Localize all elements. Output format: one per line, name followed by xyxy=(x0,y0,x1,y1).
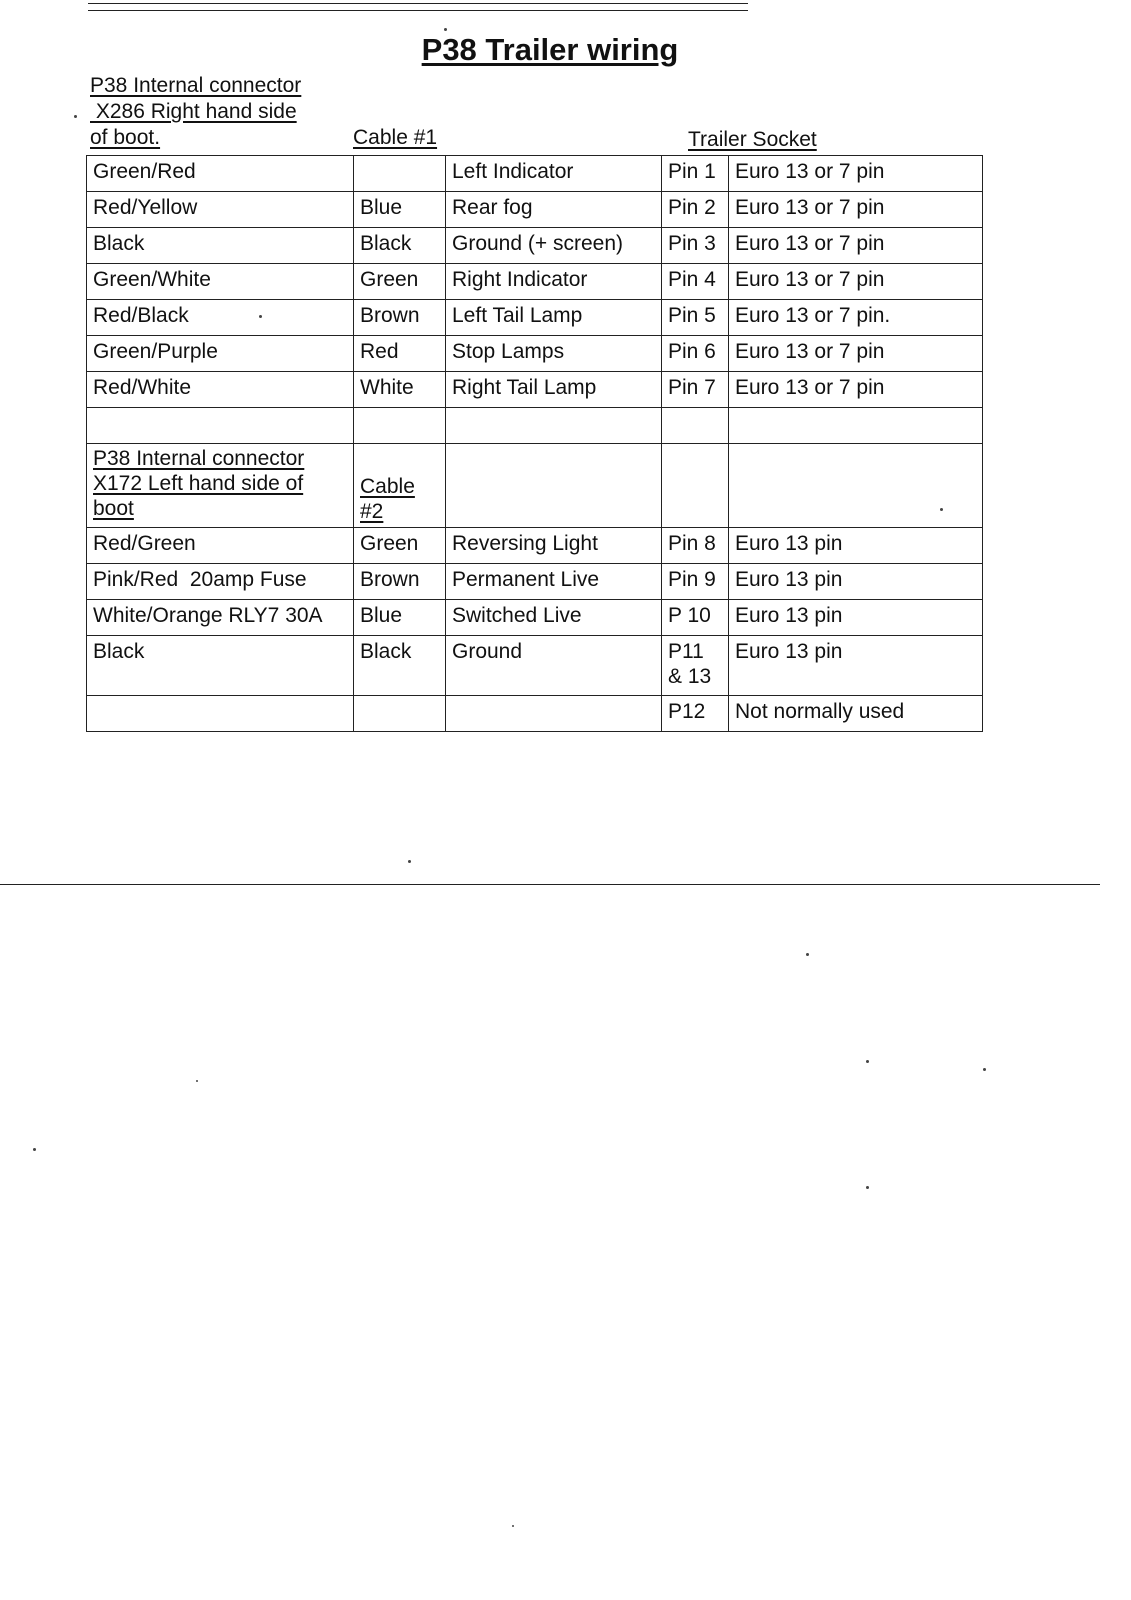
scan-speck xyxy=(33,1148,36,1151)
cable-colour: Green xyxy=(354,528,446,564)
pin: Pin 9 xyxy=(662,564,729,600)
header-connector-x172: P38 Internal connector X172 Left hand side of boot xyxy=(87,444,354,528)
page-divider xyxy=(0,884,1100,885)
pin: P12 xyxy=(662,696,729,732)
header-cable-1: Cable #1 xyxy=(353,126,438,149)
function: Switched Live xyxy=(446,600,662,636)
scan-speck xyxy=(259,315,262,318)
table-row xyxy=(87,564,983,600)
wire-colour: Green/Purple xyxy=(87,336,354,372)
cable-colour: Blue xyxy=(354,600,446,636)
function: Right Tail Lamp xyxy=(446,372,662,408)
empty-cell xyxy=(354,408,446,444)
socket-type: Euro 13 or 7 pin xyxy=(729,156,983,192)
cable-colour xyxy=(354,156,446,192)
pin: P 10 xyxy=(662,600,729,636)
scan-speck xyxy=(74,115,77,118)
function: Permanent Live xyxy=(446,564,662,600)
function: Right Indicator xyxy=(446,264,662,300)
wire-colour: Red/White xyxy=(87,372,354,408)
socket-type: Not normally used xyxy=(729,696,983,732)
wire-colour: Black xyxy=(87,636,354,696)
cable-colour: Green xyxy=(354,264,446,300)
empty-cell xyxy=(729,408,983,444)
header-connector-x286: P38 Internal connector X286 Right hand side of boot. xyxy=(90,74,302,149)
scan-speck xyxy=(196,1080,198,1082)
socket-type: Euro 13 or 7 pin. xyxy=(729,300,983,336)
wire-colour: Red/Black xyxy=(87,300,354,336)
empty-cell xyxy=(87,408,354,444)
function: Left Indicator xyxy=(446,156,662,192)
wire-colour: Green/Red xyxy=(87,156,354,192)
wire-colour: White/Orange RLY7 30A xyxy=(87,600,354,636)
table-row xyxy=(87,636,983,696)
socket-type: Euro 13 or 7 pin xyxy=(729,228,983,264)
pin: Pin 6 xyxy=(662,336,729,372)
cable-colour: Brown xyxy=(354,564,446,600)
cable-colour: Brown xyxy=(354,300,446,336)
scan-speck xyxy=(983,1068,986,1071)
socket-type: Euro 13 or 7 pin xyxy=(729,264,983,300)
wire-colour xyxy=(87,696,354,732)
top-rule xyxy=(88,3,748,4)
header-cable-2: Cable #2 xyxy=(354,444,446,528)
cable-colour xyxy=(354,696,446,732)
scan-speck xyxy=(806,953,809,956)
function: Left Tail Lamp xyxy=(446,300,662,336)
table-row xyxy=(87,528,983,564)
pin: P11 & 13 xyxy=(662,636,729,696)
socket-type: Euro 13 pin xyxy=(729,528,983,564)
table-row xyxy=(87,696,983,732)
pin: Pin 2 xyxy=(662,192,729,228)
scan-speck xyxy=(940,508,943,511)
wire-colour: Pink/Red 20amp Fuse xyxy=(87,564,354,600)
socket-type: Euro 13 pin xyxy=(729,600,983,636)
function: Reversing Light xyxy=(446,528,662,564)
socket-type: Euro 13 pin xyxy=(729,636,983,696)
empty-cell xyxy=(729,444,983,528)
function xyxy=(446,696,662,732)
empty-cell xyxy=(446,408,662,444)
top-rule-2 xyxy=(88,10,748,11)
socket-type: Euro 13 pin xyxy=(729,564,983,600)
section-header-row xyxy=(87,444,983,528)
table-row xyxy=(87,336,983,372)
function: Ground xyxy=(446,636,662,696)
spacer-row xyxy=(87,408,983,444)
function: Ground (+ screen) xyxy=(446,228,662,264)
table-row xyxy=(87,228,983,264)
cable-colour: Red xyxy=(354,336,446,372)
pin: Pin 8 xyxy=(662,528,729,564)
socket-type: Euro 13 or 7 pin xyxy=(729,372,983,408)
wire-colour: Green/White xyxy=(87,264,354,300)
cable-colour: Black xyxy=(354,636,446,696)
pin: Pin 3 xyxy=(662,228,729,264)
table-row xyxy=(87,300,983,336)
cable-colour: Black xyxy=(354,228,446,264)
pin: Pin 7 xyxy=(662,372,729,408)
wire-colour: Red/Green xyxy=(87,528,354,564)
pin: Pin 4 xyxy=(662,264,729,300)
scan-speck xyxy=(444,28,447,31)
pin: Pin 1 xyxy=(662,156,729,192)
scan-speck xyxy=(866,1060,869,1063)
scan-speck xyxy=(408,860,411,863)
wiring-table xyxy=(86,155,983,732)
scan-speck xyxy=(866,1186,869,1189)
function: Stop Lamps xyxy=(446,336,662,372)
socket-type: Euro 13 or 7 pin xyxy=(729,336,983,372)
cable-colour: White xyxy=(354,372,446,408)
table-row xyxy=(87,192,983,228)
empty-cell xyxy=(662,444,729,528)
wire-colour: Black xyxy=(87,228,354,264)
wire-colour: Red/Yellow xyxy=(87,192,354,228)
table-row xyxy=(87,372,983,408)
header-trailer-socket: Trailer Socket xyxy=(688,128,817,151)
cable-colour: Blue xyxy=(354,192,446,228)
table-row xyxy=(87,264,983,300)
socket-type: Euro 13 or 7 pin xyxy=(729,192,983,228)
empty-cell xyxy=(662,408,729,444)
empty-cell xyxy=(446,444,662,528)
table-row xyxy=(87,600,983,636)
pin: Pin 5 xyxy=(662,300,729,336)
table-row xyxy=(87,156,983,192)
scan-speck xyxy=(512,1525,514,1527)
function: Rear fog xyxy=(446,192,662,228)
page-title: P38 Trailer wiring xyxy=(421,32,679,67)
